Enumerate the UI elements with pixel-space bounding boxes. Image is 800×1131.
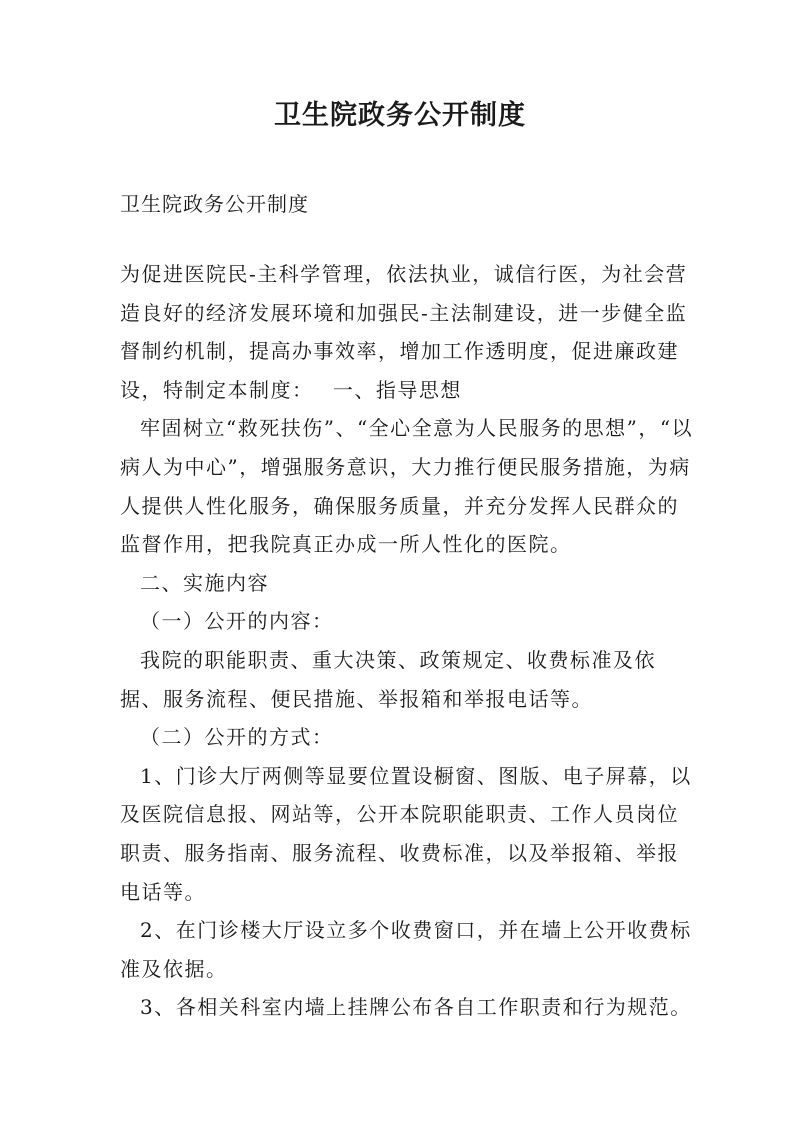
heading-public-content: （一）公开的内容： bbox=[140, 609, 334, 634]
paragraph-method-1: 1、门诊大厅两侧等显要位置设橱窗、图版、电子屏幕，以及医院信息报、网站等，公开本院职能职责、工作人员岗位职责、服务指南、服务流程、收费标准，以及举报箱、举报电话等。 bbox=[120, 763, 692, 904]
document-subtitle: 卫生院政务公开制度 bbox=[120, 192, 309, 216]
heading-public-methods: （二）公开的方式： bbox=[140, 725, 334, 750]
heading-implementation: 二、实施内容 bbox=[140, 570, 269, 595]
paragraph-intro: 为促进医院民-主科学管理，依法执业，诚信行医，为社会营造良好的经济发展环境和加强民-主法制建设，进一步健全监督制约机制，提高办事效率，增加工作透明度，促进廉政建设，特制定本制度： 一、指导思想 bbox=[120, 262, 688, 402]
document-title: 卫生院政务公开制度 bbox=[274, 100, 526, 131]
paragraph-method-2: 2、在门诊楼大厅设立多个收费窗口，并在墙上公开收费标准及依据。 bbox=[120, 918, 692, 981]
paragraph-guiding-thought: 牢固树立“救死扶伤”、“全心全意为人民服务的思想”，“以病人为中心”，增强服务意识，大力推行便民服务措施，为病人提供人性化服务，确保服务质量，并充分发挥人民群众的监督作用，把我院真正办成一所人性化的医院。 bbox=[120, 416, 694, 557]
paragraph-public-content: 我院的职能职责、重大决策、政策规定、收费标准及依据、服务流程、便民措施、举报箱和举报电话等。 bbox=[120, 647, 656, 711]
paragraph-method-3: 3、各相关科室内墙上挂牌公布各自工作职责和行为规范。 bbox=[140, 995, 692, 1020]
document-body bbox=[120, 255, 696, 1027]
